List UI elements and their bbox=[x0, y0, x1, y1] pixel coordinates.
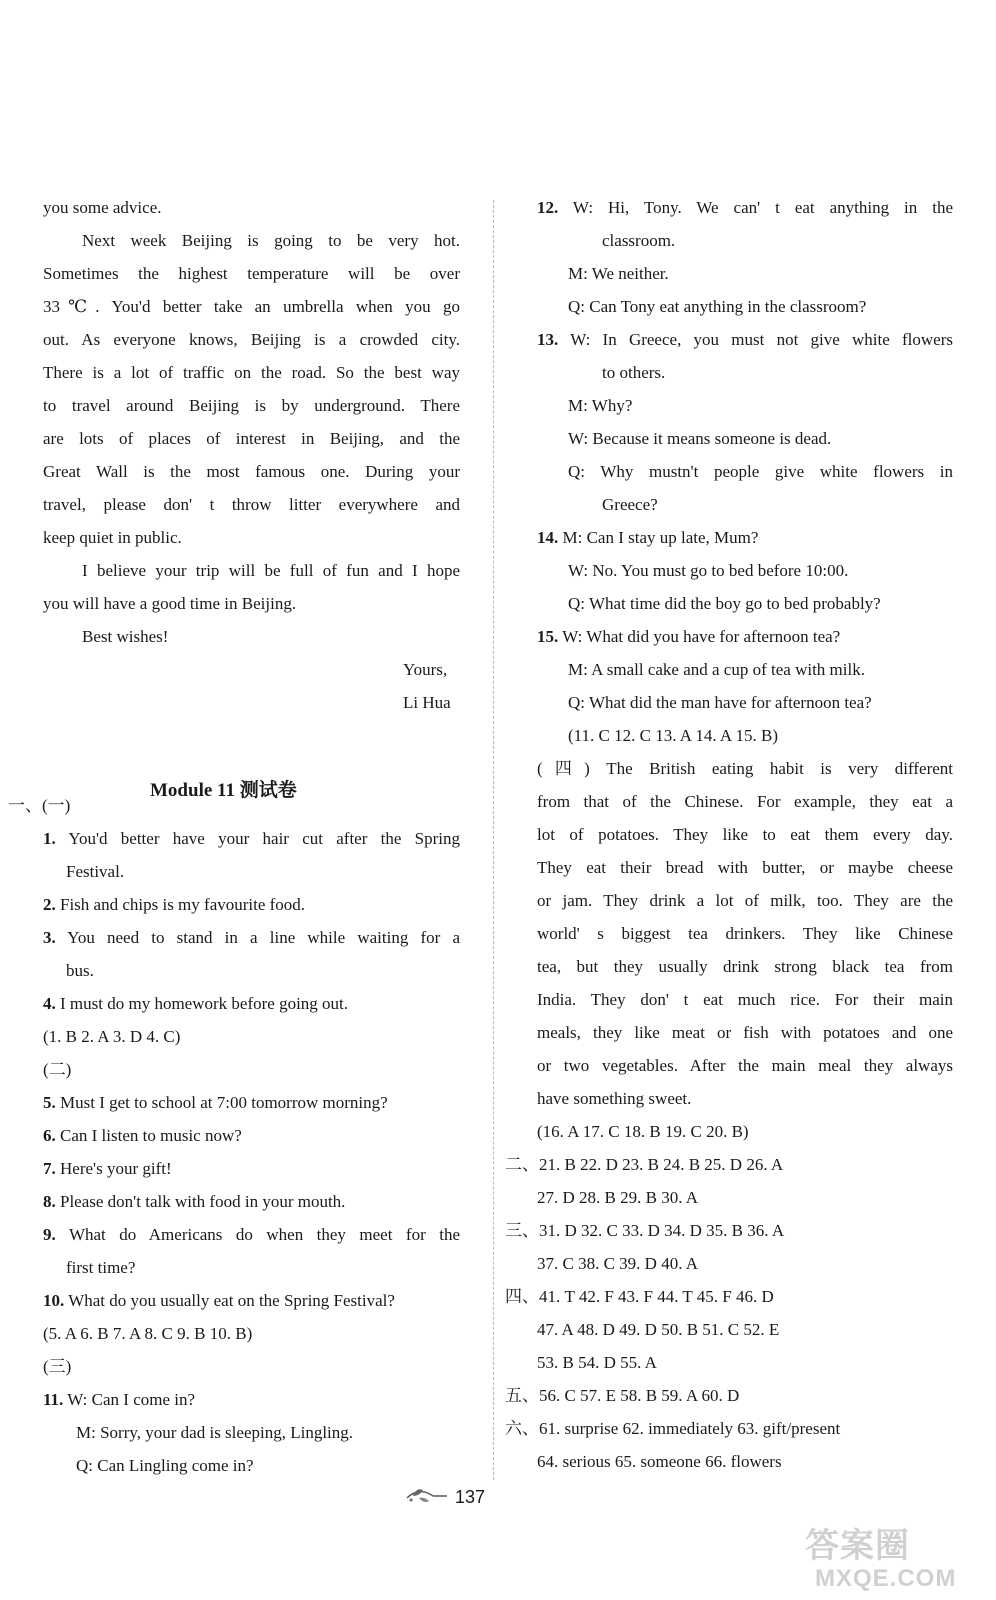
line-text: (1. B 2. A 3. D 4. C) bbox=[43, 1027, 181, 1046]
line-text: are lots of places of interest in Beijing, and the bbox=[43, 429, 460, 448]
text-line bbox=[568, 561, 848, 581]
line-text: (四) The British eating habit is very different bbox=[537, 759, 953, 778]
line-text: 二、21. B 22. D 23. B 24. B 25. D 26. A bbox=[505, 1155, 784, 1174]
item-number: 4. bbox=[43, 994, 56, 1013]
text-line bbox=[43, 1027, 180, 1047]
line-text: 47. A 48. D 49. D 50. B 51. C 52. E bbox=[537, 1320, 780, 1339]
line-text: W: Because it means someone is dead. bbox=[568, 429, 832, 448]
text-line bbox=[537, 858, 953, 878]
line-text: (5. A 6. B 7. A 8. C 9. B 10. B) bbox=[43, 1324, 253, 1343]
item-number: 15. bbox=[537, 627, 559, 646]
line-text: meals, they like meat or fish with potatoes and one bbox=[537, 1023, 953, 1042]
text-line bbox=[43, 1159, 172, 1179]
text-line bbox=[537, 1089, 691, 1109]
text-line bbox=[568, 429, 831, 449]
text-line bbox=[43, 1291, 395, 1311]
line-text: to travel around Beijing is by underground. There bbox=[43, 396, 460, 415]
line-text: (11. C 12. C 13. A 14. A 15. B) bbox=[568, 726, 779, 745]
text-line bbox=[82, 561, 460, 581]
line-text: (三) bbox=[43, 1357, 72, 1376]
text-line bbox=[76, 1423, 353, 1443]
text-line bbox=[505, 1221, 784, 1241]
text-line bbox=[505, 1419, 840, 1439]
line-text: 五、56. C 57. E 58. B 59. A 60. D bbox=[505, 1386, 740, 1405]
text-line bbox=[43, 396, 460, 416]
watermark-top-text: 答案圈 bbox=[805, 1527, 910, 1565]
item-number: 10. bbox=[43, 1291, 65, 1310]
text-line bbox=[537, 627, 840, 647]
line-text: Q: What did the man have for afternoon tea? bbox=[568, 693, 872, 712]
line-text: India. They don' t eat much rice. For their main bbox=[537, 990, 953, 1009]
line-text: 37. C 38. C 39. D 40. A bbox=[537, 1254, 699, 1273]
line-text: have something sweet. bbox=[537, 1089, 692, 1108]
text-line bbox=[537, 528, 758, 548]
text-line bbox=[505, 1155, 783, 1175]
text-line bbox=[43, 1192, 345, 1212]
text-line bbox=[43, 363, 460, 383]
text-line bbox=[568, 660, 865, 680]
text-line bbox=[82, 231, 460, 251]
line-text: Q: Can Tony eat anything in the classroom? bbox=[568, 297, 867, 316]
line-text: 一、(一) bbox=[8, 796, 71, 815]
line-text: you some advice. bbox=[43, 198, 162, 217]
line-text: keep quiet in public. bbox=[43, 528, 182, 547]
text-line bbox=[403, 693, 451, 713]
line-text: W: What did you have for afternoon tea? bbox=[562, 627, 841, 646]
line-text: Festival. bbox=[66, 862, 125, 881]
text-line bbox=[568, 396, 632, 416]
text-line bbox=[568, 297, 866, 317]
text-line bbox=[537, 330, 953, 350]
text-line bbox=[602, 231, 675, 251]
text-line bbox=[602, 363, 665, 383]
line-text: I must do my homework before going out. bbox=[60, 994, 349, 1013]
text-line bbox=[66, 862, 124, 882]
section-title: Module 11 测试卷 bbox=[150, 780, 297, 801]
text-line bbox=[537, 1056, 953, 1076]
item-number: 3. bbox=[43, 928, 56, 947]
text-line bbox=[537, 1452, 782, 1472]
text-line bbox=[82, 627, 168, 647]
line-text: W: Can I come in? bbox=[67, 1390, 196, 1409]
text-line bbox=[568, 693, 872, 713]
watermark-logo bbox=[805, 1527, 957, 1592]
line-text: Q: Can Lingling come in? bbox=[76, 1456, 254, 1475]
line-text: Please don't talk with food in your mouth. bbox=[60, 1192, 346, 1211]
line-text: Great Wall is the most famous one. During your bbox=[43, 462, 460, 481]
text-line bbox=[537, 1188, 698, 1208]
text-line bbox=[537, 198, 953, 218]
text-line bbox=[43, 829, 460, 849]
text-line bbox=[568, 594, 881, 614]
text-line bbox=[43, 1060, 71, 1080]
item-number: 7. bbox=[43, 1159, 56, 1178]
text-line bbox=[43, 297, 460, 317]
line-text: from that of the Chinese. For example, they eat a bbox=[537, 792, 953, 811]
line-text: There is a lot of traffic on the road. So the best way bbox=[43, 363, 460, 382]
text-line bbox=[568, 462, 953, 482]
text-line bbox=[66, 961, 94, 981]
line-text: or two vegetables. After the main meal they always bbox=[537, 1056, 953, 1075]
line-text: M: Can I stay up late, Mum? bbox=[562, 528, 759, 547]
line-text: to others. bbox=[602, 363, 666, 382]
line-text: M: Sorry, your dad is sleeping, Lingling. bbox=[76, 1423, 354, 1442]
item-number: 2. bbox=[43, 895, 56, 914]
item-number: 5. bbox=[43, 1093, 56, 1112]
text-line bbox=[66, 1258, 135, 1278]
page-footer bbox=[405, 1482, 485, 1512]
line-text: What do Americans do when they meet for the bbox=[68, 1225, 461, 1244]
leaf-ornament-icon bbox=[405, 1484, 449, 1511]
text-line bbox=[43, 994, 348, 1014]
line-text: 四、41. T 42. F 43. F 44. T 45. F 46. D bbox=[505, 1287, 774, 1306]
line-text: Best wishes! bbox=[82, 627, 169, 646]
text-line bbox=[43, 1390, 195, 1410]
line-text: W: In Greece, you must not give white flowers bbox=[570, 330, 953, 349]
item-number: 6. bbox=[43, 1126, 56, 1145]
line-text: 53. B 54. D 55. A bbox=[537, 1353, 657, 1372]
text-line bbox=[505, 1386, 739, 1406]
text-line bbox=[43, 1324, 252, 1344]
text-line bbox=[505, 1287, 774, 1307]
line-text: Yours, bbox=[403, 660, 448, 679]
line-text: Must I get to school at 7:00 tomorrow morning? bbox=[60, 1093, 388, 1112]
line-text: 64. serious 65. someone 66. flowers bbox=[537, 1452, 782, 1471]
line-text: 六、61. surprise 62. immediately 63. gift/present bbox=[505, 1419, 841, 1438]
text-line bbox=[568, 264, 669, 284]
item-number: 1. bbox=[43, 829, 56, 848]
line-text: Greece? bbox=[602, 495, 658, 514]
line-text: bus. bbox=[66, 961, 94, 980]
item-number: 8. bbox=[43, 1192, 56, 1211]
line-text: classroom. bbox=[602, 231, 676, 250]
item-number: 12. bbox=[537, 198, 559, 217]
line-text: W: No. You must go to bed before 10:00. bbox=[568, 561, 849, 580]
text-line bbox=[537, 1023, 953, 1043]
watermark-bottom-text: MXQE.COM bbox=[815, 1565, 957, 1592]
line-text: you will have a good time in Beijing. bbox=[43, 594, 297, 613]
line-text: Next week Beijing is going to be very hot. bbox=[82, 231, 460, 250]
text-line bbox=[43, 1357, 71, 1377]
text-line bbox=[43, 1126, 242, 1146]
line-text: first time? bbox=[66, 1258, 136, 1277]
text-line bbox=[43, 1093, 388, 1113]
text-line bbox=[43, 198, 162, 218]
line-text: You need to stand in a line while waiting for a bbox=[67, 928, 460, 947]
line-text: (二) bbox=[43, 1060, 72, 1079]
column-divider bbox=[493, 200, 494, 1480]
text-line bbox=[537, 990, 953, 1010]
text-line bbox=[43, 594, 296, 614]
text-line bbox=[43, 429, 460, 449]
text-line bbox=[568, 726, 778, 746]
line-text: Q: What time did the boy go to bed probably? bbox=[568, 594, 881, 613]
text-line bbox=[537, 1320, 779, 1340]
line-text: M: We neither. bbox=[568, 264, 669, 283]
line-text: world' s biggest tea drinkers. They like Chinese bbox=[537, 924, 953, 943]
text-line bbox=[537, 924, 953, 944]
line-text: Sometimes the highest temperature will be over bbox=[43, 264, 460, 283]
item-number: 11. bbox=[43, 1390, 64, 1409]
text-line bbox=[537, 1254, 698, 1274]
text-line bbox=[537, 1122, 749, 1142]
text-line bbox=[43, 895, 305, 915]
text-line bbox=[537, 792, 953, 812]
line-text: out. As everyone knows, Beijing is a crowded city. bbox=[43, 330, 460, 349]
line-text: travel, please don' t throw litter everywhere and bbox=[43, 495, 460, 514]
text-line bbox=[602, 495, 658, 515]
text-line bbox=[43, 330, 460, 350]
text-line bbox=[76, 1456, 254, 1476]
item-number: 14. bbox=[537, 528, 559, 547]
line-text: or jam. They drink a lot of milk, too. They are the bbox=[537, 891, 953, 910]
line-text: They eat their bread with butter, or maybe cheese bbox=[537, 858, 953, 877]
text-line bbox=[43, 264, 460, 284]
line-text: 27. D 28. B 29. B 30. A bbox=[537, 1188, 699, 1207]
text-line bbox=[537, 759, 953, 779]
line-text: Li Hua bbox=[403, 693, 451, 712]
text-line bbox=[537, 825, 953, 845]
text-line bbox=[43, 928, 460, 948]
line-text: You'd better have your hair cut after the Spring bbox=[68, 829, 461, 848]
line-text: W: Hi, Tony. We can' t eat anything in the bbox=[572, 198, 953, 217]
text-line bbox=[43, 495, 460, 515]
line-text: M: Why? bbox=[568, 396, 633, 415]
line-text: What do you usually eat on the Spring Festival? bbox=[68, 1291, 395, 1310]
text-line bbox=[43, 528, 182, 548]
line-text: Can I listen to music now? bbox=[60, 1126, 242, 1145]
item-number: 13. bbox=[537, 330, 559, 349]
text-line bbox=[43, 462, 460, 482]
text-line bbox=[43, 1225, 460, 1245]
item-number: 9. bbox=[43, 1225, 56, 1244]
line-text: M: A small cake and a cup of tea with milk. bbox=[568, 660, 865, 679]
line-text: (16. A 17. C 18. B 19. C 20. B) bbox=[537, 1122, 749, 1141]
text-line bbox=[537, 1353, 657, 1373]
line-text: 三、31. D 32. C 33. D 34. D 35. B 36. A bbox=[505, 1221, 785, 1240]
text-line bbox=[8, 796, 70, 816]
page-number: 137 bbox=[455, 1486, 486, 1507]
line-text: I believe your trip will be full of fun and I hope bbox=[82, 561, 460, 580]
line-text: Fish and chips is my favourite food. bbox=[60, 895, 306, 914]
line-text: tea, but they usually drink strong black tea from bbox=[537, 957, 953, 976]
line-text: lot of potatoes. They like to eat them every day. bbox=[537, 825, 953, 844]
line-text: Q: Why mustn't people give white flowers in bbox=[568, 462, 953, 481]
text-line bbox=[537, 891, 953, 911]
text-line bbox=[537, 957, 953, 977]
line-text: Here's your gift! bbox=[60, 1159, 172, 1178]
text-line bbox=[403, 660, 447, 680]
line-text: 33℃. You'd better take an umbrella when you go bbox=[43, 297, 460, 316]
